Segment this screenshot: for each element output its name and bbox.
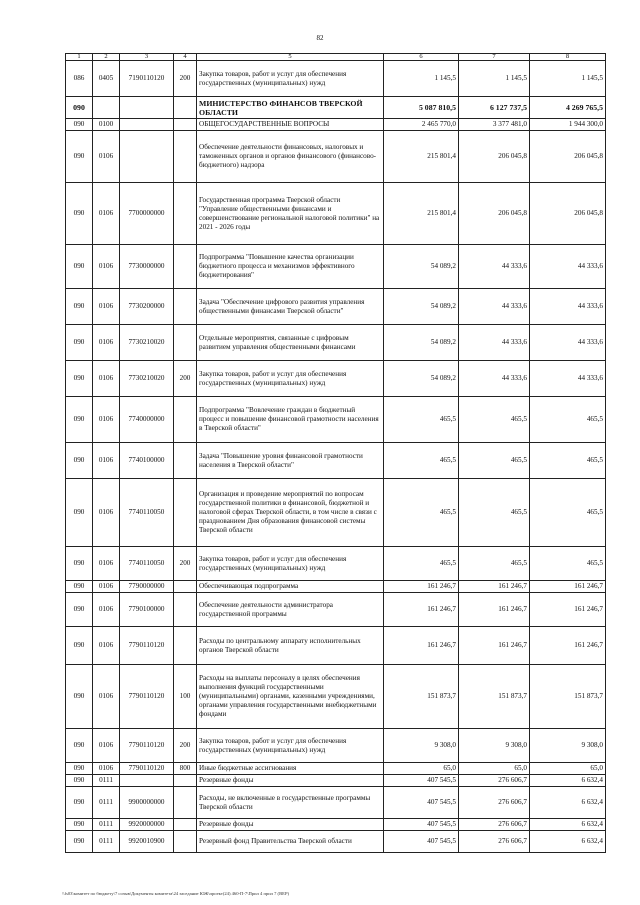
- cell-expense-type: 800: [174, 763, 197, 775]
- cell-expense-type: 200: [174, 61, 197, 97]
- cell-amount-year-2: 206 045,8: [459, 131, 530, 183]
- cell-amount-year-2: 44 333,6: [459, 245, 530, 289]
- cell-section-code: 0106: [93, 729, 120, 763]
- cell-description: Иные бюджетные ассигнования: [197, 763, 384, 775]
- cell-ministry-code: 090: [66, 119, 93, 131]
- table-header-row: [66, 54, 606, 61]
- table-row: [66, 547, 606, 581]
- table-row: [66, 97, 606, 119]
- cell-section-code: 0100: [93, 119, 120, 131]
- table-row: [66, 443, 606, 479]
- cell-amount-year-2: 161 246,7: [459, 581, 530, 593]
- cell-description: Обеспечение деятельности финансовых, налоговых и таможенных органов и органов финансового (финансово-бюджетного) надзора: [197, 131, 384, 183]
- cell-amount-year-1: 465,5: [384, 397, 459, 443]
- table-row: [66, 775, 606, 787]
- cell-amount-year-3: 151 873,7: [530, 665, 606, 729]
- cell-amount-year-3: 6 632,4: [530, 819, 606, 831]
- cell-expense-type: [174, 131, 197, 183]
- cell-section-code: [93, 97, 120, 119]
- cell-section-code: 0106: [93, 131, 120, 183]
- cell-amount-year-2: 1 145,5: [459, 61, 530, 97]
- cell-ministry-code: 090: [66, 763, 93, 775]
- cell-amount-year-3: 465,5: [530, 547, 606, 581]
- cell-ministry-code: 090: [66, 131, 93, 183]
- cell-amount-year-2: 44 333,6: [459, 289, 530, 325]
- cell-ministry-code: 090: [66, 581, 93, 593]
- cell-amount-year-2: 44 333,6: [459, 325, 530, 361]
- cell-amount-year-3: 44 333,6: [530, 289, 606, 325]
- table-row: [66, 729, 606, 763]
- cell-section-code: 0111: [93, 819, 120, 831]
- cell-amount-year-1: 1 145,5: [384, 61, 459, 97]
- table-row: [66, 819, 606, 831]
- cell-expense-type: 200: [174, 729, 197, 763]
- cell-section-code: 0111: [93, 787, 120, 819]
- cell-amount-year-1: 161 246,7: [384, 593, 459, 627]
- cell-description: Задача "Повышение уровня финансовой грамотности населения в Тверской области": [197, 443, 384, 479]
- cell-ministry-code: 090: [66, 819, 93, 831]
- cell-description: Обеспечение деятельности администратора государственной программы: [197, 593, 384, 627]
- cell-amount-year-2: 161 246,7: [459, 627, 530, 665]
- cell-amount-year-1: 407 545,5: [384, 787, 459, 819]
- cell-section-code: 0106: [93, 547, 120, 581]
- cell-amount-year-2: 465,5: [459, 547, 530, 581]
- cell-amount-year-3: 161 246,7: [530, 581, 606, 593]
- cell-target-article: [120, 775, 174, 787]
- cell-ministry-code: 090: [66, 479, 93, 547]
- cell-expense-type: [174, 479, 197, 547]
- cell-target-article: 7730210020: [120, 361, 174, 397]
- cell-description: Расходы по центральному аппарату исполнительных органов Тверской области: [197, 627, 384, 665]
- table-row: [66, 627, 606, 665]
- cell-amount-year-1: 407 545,5: [384, 831, 459, 853]
- cell-target-article: 7740110050: [120, 479, 174, 547]
- table-row: [66, 131, 606, 183]
- cell-target-article: 7790110120: [120, 729, 174, 763]
- cell-amount-year-2: 9 308,0: [459, 729, 530, 763]
- cell-description: Закупка товаров, работ и услуг для обеспечения государственных (муниципальных) нужд: [197, 547, 384, 581]
- table-row: [66, 593, 606, 627]
- cell-amount-year-3: 4 269 765,5: [530, 97, 606, 119]
- cell-target-article: 7740100000: [120, 443, 174, 479]
- cell-expense-type: [174, 289, 197, 325]
- cell-amount-year-2: 465,5: [459, 443, 530, 479]
- cell-amount-year-3: 1 145,5: [530, 61, 606, 97]
- cell-ministry-code: 090: [66, 729, 93, 763]
- cell-amount-year-2: 276 606,7: [459, 819, 530, 831]
- cell-target-article: 7740000000: [120, 397, 174, 443]
- cell-ministry-code: 090: [66, 547, 93, 581]
- cell-amount-year-1: 215 801,4: [384, 183, 459, 245]
- cell-section-code: 0106: [93, 289, 120, 325]
- column-header: 8: [530, 54, 606, 61]
- cell-amount-year-1: 465,5: [384, 479, 459, 547]
- cell-expense-type: [174, 593, 197, 627]
- cell-description: Резервные фонды: [197, 775, 384, 787]
- cell-amount-year-2: 65,0: [459, 763, 530, 775]
- cell-amount-year-3: 161 246,7: [530, 627, 606, 665]
- cell-amount-year-2: 151 873,7: [459, 665, 530, 729]
- cell-expense-type: [174, 831, 197, 853]
- cell-ministry-code: 090: [66, 627, 93, 665]
- table-body: [66, 61, 606, 853]
- cell-target-article: 7790000000: [120, 581, 174, 593]
- cell-amount-year-2: 206 045,8: [459, 183, 530, 245]
- table-row: [66, 361, 606, 397]
- table-row: [66, 325, 606, 361]
- cell-section-code: 0106: [93, 627, 120, 665]
- column-header: 4: [174, 54, 197, 61]
- cell-amount-year-2: 465,5: [459, 479, 530, 547]
- cell-amount-year-1: 407 545,5: [384, 819, 459, 831]
- table-row: [66, 763, 606, 775]
- cell-section-code: 0106: [93, 325, 120, 361]
- cell-section-code: 0106: [93, 593, 120, 627]
- cell-description: ОБЩЕГОСУДАРСТВЕННЫЕ ВОПРОСЫ: [197, 119, 384, 131]
- cell-description: Закупка товаров, работ и услуг для обеспечения государственных (муниципальных) нужд: [197, 361, 384, 397]
- table-row: [66, 831, 606, 853]
- cell-target-article: 7190110120: [120, 61, 174, 97]
- cell-ministry-code: 090: [66, 787, 93, 819]
- table-row: [66, 61, 606, 97]
- cell-target-article: 9900000000: [120, 787, 174, 819]
- cell-description: Подпрограмма "Вовлечение граждан в бюджетный процесс и повышение финансовой грамотности населения в Тверской области": [197, 397, 384, 443]
- cell-description: Государственная программа Тверской области "Управление общественными финансами и совершенствование региональной налоговой политики" на 2021 - 2026 годы: [197, 183, 384, 245]
- cell-expense-type: [174, 627, 197, 665]
- cell-expense-type: [174, 787, 197, 819]
- cell-ministry-code: 090: [66, 397, 93, 443]
- cell-amount-year-2: 44 333,6: [459, 361, 530, 397]
- cell-section-code: 0111: [93, 775, 120, 787]
- cell-amount-year-3: 6 632,4: [530, 775, 606, 787]
- cell-amount-year-2: 161 246,7: [459, 593, 530, 627]
- cell-ministry-code: 090: [66, 325, 93, 361]
- cell-amount-year-1: 2 465 770,0: [384, 119, 459, 131]
- table-row: [66, 183, 606, 245]
- cell-section-code: 0106: [93, 763, 120, 775]
- table-row: [66, 581, 606, 593]
- table-row: [66, 787, 606, 819]
- cell-expense-type: [174, 819, 197, 831]
- cell-target-article: 7730200000: [120, 289, 174, 325]
- column-header: 5: [197, 54, 384, 61]
- cell-amount-year-2: 6 127 737,5: [459, 97, 530, 119]
- cell-target-article: [120, 119, 174, 131]
- cell-target-article: 7740110050: [120, 547, 174, 581]
- cell-section-code: 0106: [93, 443, 120, 479]
- table-row: [66, 245, 606, 289]
- table-row: [66, 119, 606, 131]
- cell-amount-year-3: 465,5: [530, 479, 606, 547]
- cell-expense-type: [174, 325, 197, 361]
- cell-description: Подпрограмма "Повышение качества организации бюджетного процесса и механизмов эффективного бюджетирования": [197, 245, 384, 289]
- cell-section-code: 0106: [93, 665, 120, 729]
- cell-ministry-code: 090: [66, 665, 93, 729]
- cell-amount-year-3: 465,5: [530, 397, 606, 443]
- cell-amount-year-2: 3 377 481,0: [459, 119, 530, 131]
- cell-amount-year-1: 54 089,2: [384, 361, 459, 397]
- page-number: 82: [316, 34, 324, 42]
- cell-amount-year-2: 276 606,7: [459, 787, 530, 819]
- cell-expense-type: 100: [174, 665, 197, 729]
- cell-amount-year-2: 276 606,7: [459, 831, 530, 853]
- cell-amount-year-3: 44 333,6: [530, 245, 606, 289]
- cell-amount-year-3: 65,0: [530, 763, 606, 775]
- cell-ministry-code: 090: [66, 361, 93, 397]
- cell-ministry-code: 090: [66, 831, 93, 853]
- cell-ministry-code: 090: [66, 97, 93, 119]
- cell-amount-year-1: 54 089,2: [384, 325, 459, 361]
- table-row: [66, 665, 606, 729]
- cell-expense-type: 200: [174, 361, 197, 397]
- column-header: 1: [66, 54, 93, 61]
- cell-amount-year-2: 465,5: [459, 397, 530, 443]
- cell-amount-year-1: 215 801,4: [384, 131, 459, 183]
- cell-amount-year-3: 1 944 300,0: [530, 119, 606, 131]
- cell-description: Закупка товаров, работ и услуг для обеспечения государственных (муниципальных) нужд: [197, 729, 384, 763]
- cell-expense-type: 200: [174, 547, 197, 581]
- cell-ministry-code: 086: [66, 61, 93, 97]
- cell-ministry-code: 090: [66, 245, 93, 289]
- cell-amount-year-3: 161 246,7: [530, 593, 606, 627]
- cell-amount-year-3: 6 632,4: [530, 787, 606, 819]
- cell-target-article: 7790110120: [120, 627, 174, 665]
- cell-expense-type: [174, 183, 197, 245]
- cell-section-code: 0106: [93, 361, 120, 397]
- cell-amount-year-1: 161 246,7: [384, 581, 459, 593]
- cell-description: Расходы, не включенные в государственные программы Тверской области: [197, 787, 384, 819]
- cell-description: Закупка товаров, работ и услуг для обеспечения государственных (муниципальных) нужд: [197, 61, 384, 97]
- cell-amount-year-1: 5 087 810,5: [384, 97, 459, 119]
- cell-target-article: [120, 131, 174, 183]
- cell-description: Резервный фонд Правительства Тверской области: [197, 831, 384, 853]
- cell-amount-year-3: 44 333,6: [530, 361, 606, 397]
- cell-expense-type: [174, 775, 197, 787]
- cell-expense-type: [174, 397, 197, 443]
- file-path-footer: \\fs03\комитет по бюджету\7 созыв\Документы комитета\24 заседание ЮЖ\проект(24) 460-П-7\Прил 4 прил 7 (ВЕР): [62, 891, 290, 896]
- cell-section-code: 0106: [93, 397, 120, 443]
- cell-expense-type: [174, 443, 197, 479]
- cell-amount-year-1: 65,0: [384, 763, 459, 775]
- cell-ministry-code: 090: [66, 183, 93, 245]
- cell-description: Обеспечивающая подпрограмма: [197, 581, 384, 593]
- cell-section-code: 0106: [93, 183, 120, 245]
- cell-target-article: 9920010900: [120, 831, 174, 853]
- cell-target-article: 7790100000: [120, 593, 174, 627]
- table-row: [66, 479, 606, 547]
- cell-amount-year-3: 206 045,8: [530, 131, 606, 183]
- cell-expense-type: [174, 581, 197, 593]
- cell-amount-year-1: 465,5: [384, 443, 459, 479]
- cell-description: МИНИСТЕРСТВО ФИНАНСОВ ТВЕРСКОЙ ОБЛАСТИ: [197, 97, 384, 119]
- cell-amount-year-3: 9 308,0: [530, 729, 606, 763]
- cell-target-article: 7700000000: [120, 183, 174, 245]
- cell-section-code: 0106: [93, 245, 120, 289]
- cell-amount-year-2: 276 606,7: [459, 775, 530, 787]
- cell-expense-type: [174, 119, 197, 131]
- column-header: 2: [93, 54, 120, 61]
- cell-description: Задача "Обеспечение цифрового развития управления общественными финансами Тверской области": [197, 289, 384, 325]
- cell-amount-year-3: 206 045,8: [530, 183, 606, 245]
- cell-target-article: [120, 97, 174, 119]
- cell-amount-year-1: 54 089,2: [384, 245, 459, 289]
- cell-section-code: 0106: [93, 479, 120, 547]
- cell-description: Организация и проведение мероприятий по вопросам государственной политики в финансовой, бюджетной и налоговой сферах Тверской области, в том числе в связи с празднованием Дня образования финансовой системы Тверской области: [197, 479, 384, 547]
- cell-ministry-code: 090: [66, 593, 93, 627]
- cell-ministry-code: 090: [66, 775, 93, 787]
- cell-target-article: 7790110120: [120, 763, 174, 775]
- cell-description: Отдельные мероприятия, связанные с цифровым развитием управления общественными финансами: [197, 325, 384, 361]
- cell-target-article: 9920000000: [120, 819, 174, 831]
- table-row: [66, 397, 606, 443]
- column-header: 3: [120, 54, 174, 61]
- cell-expense-type: [174, 245, 197, 289]
- cell-target-article: 7730210020: [120, 325, 174, 361]
- cell-section-code: 0111: [93, 831, 120, 853]
- column-header: 7: [459, 54, 530, 61]
- cell-ministry-code: 090: [66, 443, 93, 479]
- cell-section-code: 0106: [93, 581, 120, 593]
- cell-amount-year-3: 44 333,6: [530, 325, 606, 361]
- cell-amount-year-1: 151 873,7: [384, 665, 459, 729]
- cell-amount-year-1: 54 089,2: [384, 289, 459, 325]
- cell-description: Расходы на выплаты персоналу в целях обеспечения выполнения функций государственными (муниципальными) органами, казенными учреждениями, органами управления государственными внебюджетными фондами: [197, 665, 384, 729]
- cell-amount-year-1: 9 308,0: [384, 729, 459, 763]
- cell-section-code: 0405: [93, 61, 120, 97]
- cell-target-article: 7790110120: [120, 665, 174, 729]
- cell-expense-type: [174, 97, 197, 119]
- cell-amount-year-1: 161 246,7: [384, 627, 459, 665]
- budget-table: [65, 53, 606, 853]
- cell-target-article: 7730000000: [120, 245, 174, 289]
- cell-ministry-code: 090: [66, 289, 93, 325]
- cell-description: Резервные фонды: [197, 819, 384, 831]
- column-header: 6: [384, 54, 459, 61]
- cell-amount-year-3: 465,5: [530, 443, 606, 479]
- cell-amount-year-1: 465,5: [384, 547, 459, 581]
- cell-amount-year-3: 6 632,4: [530, 831, 606, 853]
- cell-amount-year-1: 407 545,5: [384, 775, 459, 787]
- table-row: [66, 289, 606, 325]
